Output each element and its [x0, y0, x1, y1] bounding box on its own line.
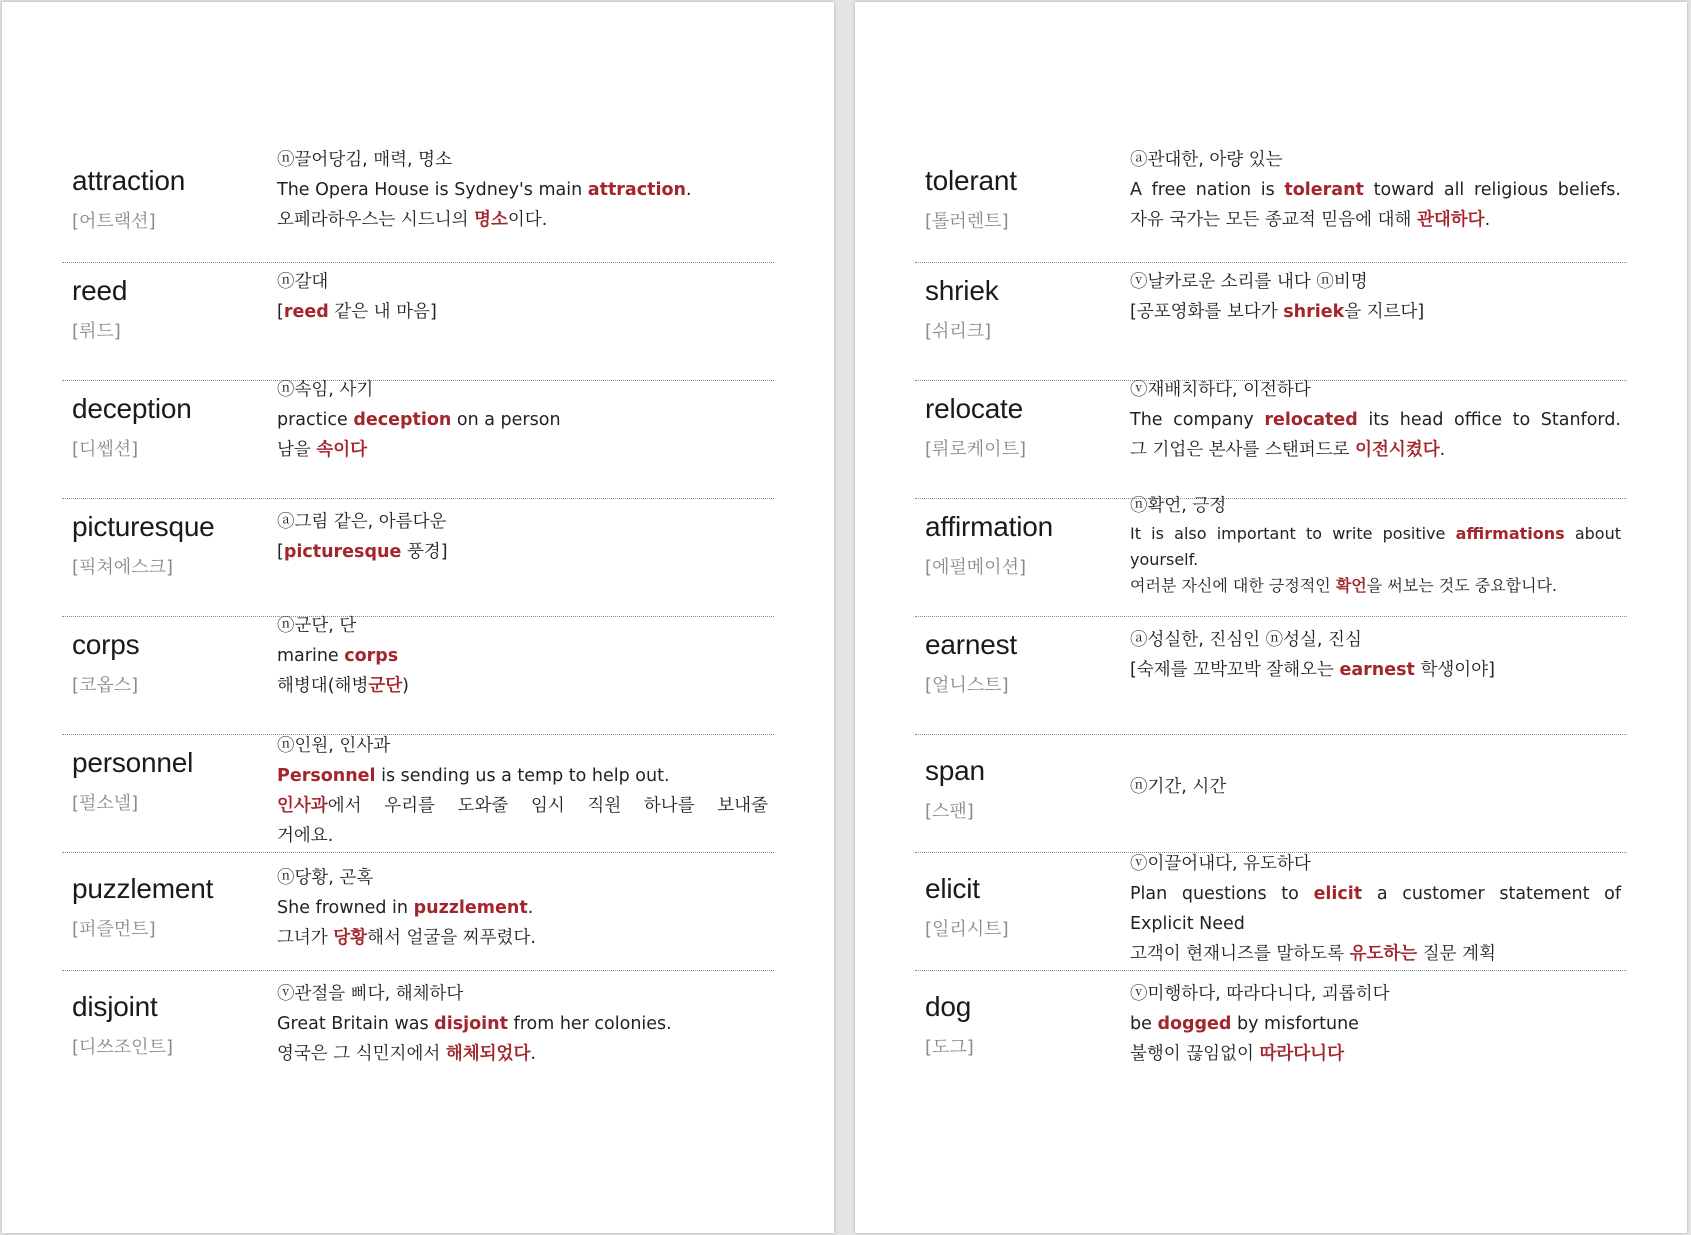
- entry-definition: ⓥ이끌어내다, 유도하다: [1130, 854, 1311, 874]
- highlight-term: elicit: [1313, 884, 1363, 904]
- vocab-entry: [62, 735, 774, 853]
- entry-example-ko: 그 기업은 본사를 스탠퍼드로 이전시켰다.: [1130, 440, 1446, 460]
- entry-word: attraction: [72, 165, 186, 196]
- highlight-term: puzzlement: [413, 898, 528, 918]
- entry-pronunciation: [디쎕션]: [72, 439, 139, 460]
- vocab-entry: [915, 735, 1627, 853]
- entry-pronunciation: [뤼드]: [72, 321, 121, 342]
- entry-pronunciation: [뤼로케이트]: [925, 439, 1026, 460]
- entry-example-en: She frowned in puzzlement.: [277, 898, 534, 918]
- entry-content: [277, 267, 768, 327]
- entry-example-ko: 불행이 끊임없이 따라다니다: [1130, 1044, 1344, 1064]
- entry-pronunciation: [어트랙션]: [72, 211, 156, 232]
- entry-word: corps: [72, 629, 140, 660]
- entry-content: [1130, 625, 1621, 685]
- entry-definition: ⓝ군단, 단: [277, 616, 357, 636]
- entry-example-en-cont: Explicit Need: [1130, 914, 1245, 934]
- highlight-term: relocated: [1264, 410, 1358, 430]
- entry-definition: ⓐ성실한, 진심인 ⓝ성실, 진심: [1130, 630, 1362, 650]
- entry-pronunciation: [펄소넬]: [72, 793, 139, 814]
- highlight-term: corps: [344, 646, 399, 666]
- entry-word: elicit: [925, 873, 980, 904]
- highlight-term: dogged: [1157, 1014, 1232, 1034]
- vocab-entry: [915, 853, 1627, 971]
- entry-example-ko: 그녀가 당황해서 얼굴을 찌푸렸다.: [277, 928, 536, 948]
- entry-word: span: [925, 755, 985, 786]
- entry-pronunciation: [스팬]: [925, 801, 974, 822]
- entry-example-en: Plan questions to elicit a customer statement of: [1130, 884, 1621, 904]
- vocab-entry: [915, 263, 1627, 381]
- entry-example-en: [숙제를 꼬박꼬박 잘해오는 earnest 학생이야]: [1130, 660, 1495, 680]
- vocab-entry: [915, 971, 1627, 1088]
- right-page: [855, 2, 1687, 1233]
- entry-example-en: [picturesque 풍경]: [277, 542, 448, 562]
- entry-word: picturesque: [72, 511, 215, 542]
- highlight-term: affirmations: [1455, 523, 1565, 543]
- highlight-term: 따라다니다: [1259, 1044, 1344, 1064]
- highlight-term: attraction: [587, 180, 686, 200]
- entry-word: shriek: [925, 275, 999, 306]
- entry-example-en: Great Britain was disjoint from her colonies.: [277, 1014, 672, 1034]
- entry-definition: ⓝ갈대: [277, 272, 329, 292]
- highlight-term: picturesque: [283, 542, 402, 562]
- entry-example-en: [reed 같은 내 마음]: [277, 302, 437, 322]
- entry-word: deception: [72, 393, 192, 424]
- highlight-term: 확언: [1335, 575, 1367, 595]
- entry-content: [1130, 267, 1621, 327]
- entry-definition: ⓝ속임, 사기: [277, 380, 374, 400]
- entry-pronunciation: [퍼즐먼트]: [72, 919, 156, 940]
- entry-example-en: [공포영화를 보다가 shriek을 지르다]: [1130, 302, 1425, 322]
- entry-example-ko: 해병대(해병군단): [277, 676, 409, 696]
- entry-content: [277, 731, 768, 851]
- entry-example-en: A free nation is tolerant toward all religious beliefs.: [1130, 180, 1621, 200]
- entry-word: puzzlement: [72, 873, 214, 904]
- vocab-entry: [915, 617, 1627, 735]
- entry-pronunciation: [톨러렌트]: [925, 211, 1009, 232]
- highlight-term: 명소: [474, 210, 508, 230]
- entry-example-ko: 자유 국가는 모든 종교적 믿음에 대해 관대하다.: [1130, 210, 1491, 230]
- entry-example-ko: 오페라하우스는 시드니의 명소이다.: [277, 210, 548, 230]
- entry-definition: ⓥ관절을 삐다, 해체하다: [277, 984, 464, 1004]
- entry-definition: ⓐ관대한, 아량 있는: [1130, 150, 1283, 170]
- highlight-term: 인사과: [277, 796, 328, 816]
- highlight-term: 군단: [368, 676, 403, 696]
- highlight-term: 해체되었다: [445, 1044, 531, 1064]
- entry-content: [1130, 772, 1621, 802]
- entry-example-ko: 여러분 자신에 대한 긍정적인 확언을 써보는 것도 중요합니다.: [1130, 575, 1558, 595]
- entry-example-en: be dogged by misfortune: [1130, 1014, 1359, 1034]
- entry-pronunciation: [디쓰조인트]: [72, 1037, 173, 1058]
- entry-definition: ⓥ날카로운 소리를 내다 ⓝ비명: [1130, 272, 1368, 292]
- entry-example-ko: 인사과에서 우리를 도와줄 임시 직원 하나를 보내줄: [277, 796, 768, 816]
- entry-word: earnest: [925, 629, 1017, 660]
- entry-definition: ⓝ당황, 곤혹: [277, 868, 374, 888]
- highlight-term: 속이다: [316, 440, 368, 460]
- entry-definition: ⓝ끌어당김, 매력, 명소: [277, 150, 452, 170]
- entry-pronunciation: [쉬리크]: [925, 321, 992, 342]
- entry-pronunciation: [얼니스트]: [925, 675, 1009, 696]
- entry-definition: ⓝ기간, 시간: [1130, 777, 1227, 797]
- vocab-entry: [915, 145, 1627, 263]
- entry-word: tolerant: [925, 165, 1017, 196]
- entry-content: [1130, 849, 1621, 969]
- vocab-entry: [915, 381, 1627, 499]
- highlight-term: 이전시켰다: [1355, 440, 1440, 460]
- highlight-term: reed: [283, 302, 329, 322]
- entry-example-en: It is also important to write positive affirmations about: [1130, 523, 1622, 543]
- entry-example-en: practice deception on a person: [277, 410, 561, 430]
- vocab-entry: [62, 971, 774, 1088]
- highlight-term: 유도하는: [1349, 944, 1418, 964]
- entry-word: affirmation: [925, 511, 1054, 542]
- vocab-entry: [62, 853, 774, 971]
- entry-word: disjoint: [72, 991, 158, 1022]
- highlight-term: disjoint: [434, 1014, 508, 1034]
- entry-content: [277, 507, 768, 567]
- entry-content: [1130, 145, 1621, 235]
- vocab-entry: [62, 499, 774, 617]
- entry-word: reed: [72, 275, 128, 306]
- entry-definition: ⓝ인원, 인사과: [277, 736, 391, 756]
- entry-example-en-cont: yourself.: [1130, 549, 1199, 569]
- entry-content: [277, 375, 768, 465]
- highlight-term: earnest: [1339, 660, 1415, 680]
- entry-content: [1130, 375, 1621, 465]
- highlight-term: 당황: [333, 928, 368, 948]
- highlight-term: Personnel: [277, 766, 376, 786]
- entry-pronunciation: [픽쳐에스크]: [72, 557, 173, 578]
- vocab-entry: [915, 496, 1627, 617]
- entry-example-ko: 남을 속이다: [277, 440, 368, 460]
- entry-pronunciation: [일리시트]: [925, 919, 1009, 940]
- entry-definition: ⓥ미행하다, 따라다니다, 괴롭히다: [1130, 984, 1390, 1004]
- entry-content: [277, 979, 768, 1069]
- highlight-term: deception: [353, 410, 452, 430]
- left-page: [2, 2, 834, 1233]
- entry-example-en: Personnel is sending us a temp to help out.: [277, 766, 670, 786]
- entry-example-ko-cont: 거에요.: [277, 826, 334, 846]
- entry-content: [277, 863, 768, 953]
- vocab-entry: [62, 145, 774, 263]
- vocab-entry: [62, 381, 774, 499]
- entry-example-ko: 영국은 그 식민지에서 해체되었다.: [277, 1044, 536, 1064]
- entry-pronunciation: [코옵스]: [72, 675, 139, 696]
- highlight-term: shriek: [1283, 302, 1345, 322]
- entry-example-ko: 고객이 현재니즈를 말하도록 유도하는 질문 계획: [1130, 944, 1496, 964]
- entry-content: [277, 145, 768, 235]
- highlight-term: 관대하다: [1416, 210, 1485, 230]
- entry-example-en: The Opera House is Sydney's main attraction.: [277, 180, 692, 200]
- entry-definition: ⓝ확언, 긍정: [1130, 496, 1227, 516]
- vocab-entry: [62, 617, 774, 735]
- entry-example-en: The company relocated its head office to Stanford.: [1130, 410, 1621, 430]
- entry-pronunciation: [도그]: [925, 1037, 974, 1058]
- entry-example-en: marine corps: [277, 646, 399, 666]
- highlight-term: tolerant: [1284, 180, 1364, 200]
- entry-word: relocate: [925, 393, 1024, 424]
- entry-word: dog: [925, 991, 972, 1022]
- entry-definition: ⓐ그림 같은, 아름다운: [277, 512, 447, 532]
- entry-content: [1130, 979, 1621, 1069]
- vocab-entry: [62, 263, 774, 381]
- entry-definition: ⓥ재배치하다, 이전하다: [1130, 380, 1311, 400]
- entry-word: personnel: [72, 747, 194, 778]
- entry-pronunciation: [에펄메이션]: [925, 557, 1026, 578]
- entry-content: [277, 611, 768, 701]
- entry-content: [1130, 493, 1621, 599]
